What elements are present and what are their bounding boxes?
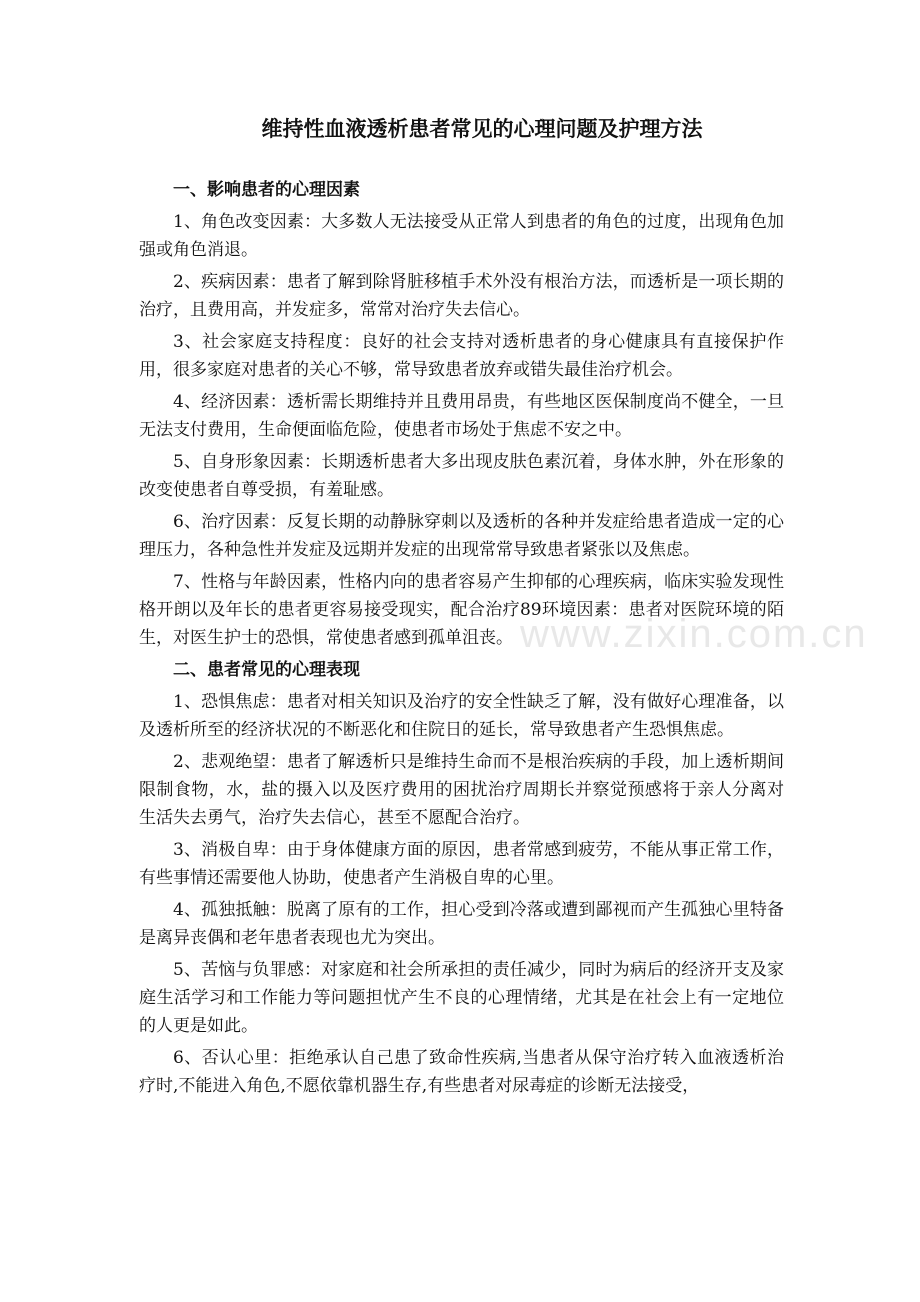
watermark: www.zixin.com.cn — [520, 612, 868, 656]
paragraph: 6、否认心里：拒绝承认自己患了致命性疾病,当患者从保守治疗转入血液透析治疗时,不能进入角色,不愿依靠机器生存,有些患者对尿毒症的诊断无法接受， — [139, 1048, 784, 1096]
paragraph: 3、消极自卑：由于身体健康方面的原因，患者常感到疲劳，不能从事正常工作，有些事情还需要他人协助，使患者产生消极自卑的心里。 — [139, 840, 784, 888]
paragraph: 7、性格与年龄因素，性格内向的患者容易产生抑郁的心理疾病，临床实验发现性格开朗以及年长的患者更容易接受现实，配合治疗89环境因素：患者对医院环境的陌生，对医生护士的恐惧，常使患者感到孤单沮丧。 — [139, 572, 784, 648]
paragraph: 4、孤独抵触：脱离了原有的工作，担心受到冷落或遭到鄙视而产生孤独心里特备是离异丧偶和老年患者表现也尤为突出。 — [139, 900, 784, 948]
paragraph: 1、恐惧焦虑：患者对相关知识及治疗的安全性缺乏了解，没有做好心理准备，以及透析所至的经济状况的不断恶化和住院日的延长，常导致患者产生恐惧焦虑。 — [139, 692, 784, 740]
paragraph: 4、经济因素：透析需长期维持并且费用昂贵，有些地区医保制度尚不健全，一旦无法支付费用，生命便面临危险，使患者市场处于焦虑不安之中。 — [139, 392, 784, 440]
paragraph: 6、治疗因素：反复长期的动静脉穿刺以及透析的各种并发症给患者造成一定的心理压力，各种急性并发症及远期并发症的出现常常导致患者紧张以及焦虑。 — [139, 512, 784, 560]
paragraph: 5、自身形象因素：长期透析患者大多出现皮肤色素沉着，身体水肿，外在形象的改变使患者自尊受损，有羞耻感。 — [139, 452, 784, 500]
paragraph: 2、悲观绝望：患者了解透析只是维持生命而不是根治疾病的手段，加上透析期间限制食物，水，盐的摄入以及医疗费用的困扰治疗周期长并察觉预感将于亲人分离对生活失去勇气，治疗失去信心，甚至不愿配合治疗。 — [139, 752, 784, 828]
paragraph: 2、疾病因素：患者了解到除肾脏移植手术外没有根治方法，而透析是一项长期的治疗，且费用高，并发症多，常常对治疗失去信心。 — [139, 272, 784, 320]
document-body — [139, 176, 784, 1104]
section-heading: 二、患者常见的心理表现 — [173, 660, 360, 680]
paragraph: 1、角色改变因素：大多数人无法接受从正常人到患者的角色的过度，出现角色加强或角色消退。 — [139, 212, 784, 260]
document-title: 维持性血液透析患者常见的心理问题及护理方法 — [261, 117, 703, 141]
section-heading: 一、影响患者的心理因素 — [173, 180, 360, 200]
paragraph: 5、苦恼与负罪感：对家庭和社会所承担的责任减少，同时为病后的经济开支及家庭生活学习和工作能力等问题担忧产生不良的心理情绪，尤其是在社会上有一定地位的人更是如此。 — [139, 960, 784, 1036]
paragraph: 3、社会家庭支持程度：良好的社会支持对透析患者的身心健康具有直接保护作用，很多家庭对患者的关心不够，常导致患者放弃或错失最佳治疗机会。 — [139, 332, 784, 380]
